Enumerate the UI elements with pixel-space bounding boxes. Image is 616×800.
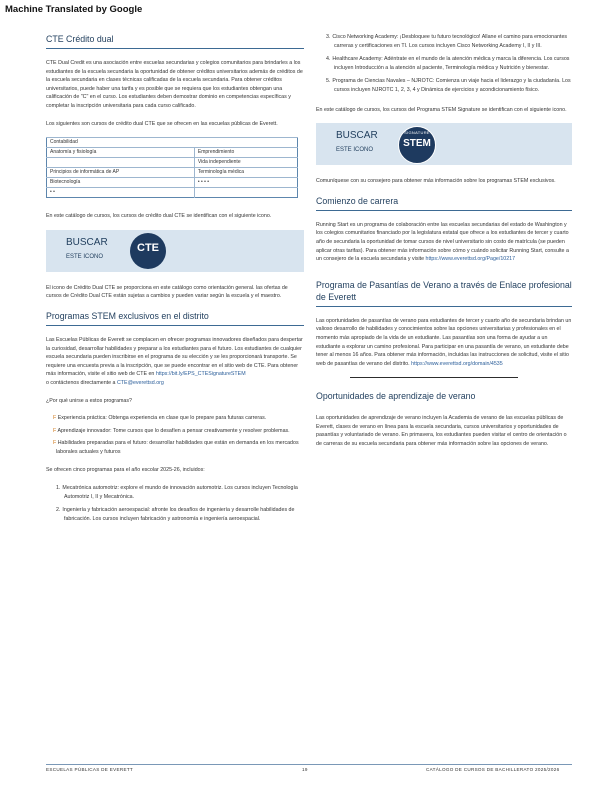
table-header-cell: Contabilidad: [47, 138, 298, 148]
table-row: [47, 168, 298, 178]
running-start-paragraph: [316, 221, 572, 264]
footer-catalog-title: CATÁLOGO DE CURSOS DE BACHILLERATO 2025/2026: [426, 767, 560, 772]
summer-learning-paragraph: Las oportunidades de aprendizaje de verano incluyen la Academia de verano de las escuelas públicas de Everett, clases de verano en línea para la escuela secundaria, cursos universitarios y oportunidades de pasantías y voluntariado de verano. En primavera, los estudiantes pueden visitar el centro de orientación o de carreras de su escuela secundaria para obtener más información sobre las opciones de verano.: [316, 415, 567, 448]
internship-link[interactable]: https://www.everettsd.org/domain/4535: [411, 360, 503, 367]
cte-logo-text: CTE: [137, 241, 159, 254]
bullet-marker-icon: F: [53, 415, 57, 422]
list-item: [46, 439, 304, 456]
table-cell: Biotecnología: [47, 178, 195, 188]
stem-programs-text: Las Escuelas Públicas de Everett se complacen en ofrecer programas innovadores diseñados para despertar la curiosidad, desarrollar habilidades y preparar a los estudiantes para el futuro. Los estudiantes de cualquier escuela secundaria pueden inscribirse en el programa de su elección y se les proporcionará transporte. Se requiere una encuesta previa a la inscripción, que se puede encontrar en el sitio web de CTE. Para obtener más información, visite el sitio web de CTE en: [46, 336, 303, 378]
cte-icon-banner: [46, 230, 304, 272]
cte-email-link[interactable]: CTE@everettsd.org: [116, 379, 164, 386]
table-cell: [194, 188, 297, 198]
stem-programs-heading: Programas STEM exclusivos en el distrito: [46, 310, 304, 326]
internship-paragraph: [316, 317, 572, 369]
programs-intro: Se ofrecen cinco programas para el año escolar 2025-26, incluidos:: [46, 467, 205, 474]
running-start-link[interactable]: https://www.everettsd.org/Page/10217: [425, 256, 516, 263]
banner-title: BUSCAR: [66, 236, 108, 248]
table-row: [47, 178, 298, 188]
program-text: Mecatrónica automotriz: explore el mundo de innovación automotriz. Los cursos incluyen Tecnología Automotriz I, II y Mecatrónica.: [62, 485, 298, 500]
stem-logo-text: STEM: [403, 138, 431, 150]
running-start-text: Running Start es un programa de colaboración entre las escuelas secundarias del estado de Washington y los colegios comunitarios financiado por la legislatura estatal que ofrece a los estudiantes de tercer y cuarto año de secundaria la oportunidad de tomar cursos de nivel universitario sin costo de matrícula (se pueden aplicar otras tarifas). Para obtener más información sobre cómo y cuándo solicitar Running Start, consulte a un consejero de la escuela secundaria y visite: [316, 221, 569, 263]
stem-website-link[interactable]: https://bit.ly/EPS_CTESignatureSTEM: [155, 371, 246, 378]
table-row: [47, 158, 298, 168]
table-cell: Emprendimiento: [194, 148, 297, 158]
footer-district: ESCUELAS PÚBLICAS DE EVERETT: [46, 767, 134, 772]
table-cell: Principios de informática de AP: [47, 168, 195, 178]
summer-learning-heading: Oportunidades de aprendizaje de verano: [316, 391, 476, 402]
cte-dual-credit-heading: CTE Crédito dual: [46, 33, 304, 49]
table-row: [47, 148, 298, 158]
bullet-text: Aprendizaje innovador: Tome cursos que lo desafíen a pensar creativamente y resolver problemas.: [57, 427, 290, 434]
stem-logo-signature: SIGNATURE: [404, 130, 430, 136]
cte-dual-credit-icon: [130, 233, 166, 269]
program-text: Healthcare Academy: Adéntrate en el mundo de la atención médica y marca la diferencia. Los cursos incluyen Introducción a la atención al paciente, Terminología médica y Nutrición y bienestar.: [332, 56, 570, 71]
why-join-question: ¿Por qué unirse a estos programas?: [46, 397, 132, 404]
banner-subtitle: ESTE ICONO: [336, 147, 374, 154]
left-column: [46, 33, 304, 528]
cte-dual-credit-courses-intro: Los siguientes son cursos de crédito dual CTE que se ofrecen en las escuelas públicas de Everett.: [46, 120, 278, 127]
running-start-heading: Comienzo de carrera: [316, 195, 572, 211]
program-text: Ingeniería y fabricación aeroespacial: afronte los desafíos de ingeniería y desarrolle habilidades de fabricación. Los cursos incluyen fabricación y astronomía e ingeniería aeroespacial.: [62, 507, 295, 522]
stem-programs-paragraph: [46, 336, 304, 388]
list-item: 1. Mecatrónica automotriz: explore el mundo de innovación automotriz. Los cursos incluyen Tecnología Automotriz I, II y Mecatrónica.: [56, 485, 298, 500]
signature-stem-icon: [398, 126, 436, 164]
table-cell: [47, 158, 195, 168]
table-cell: Terminología médica: [194, 168, 297, 178]
machine-translated-label: Machine Translated by Google: [5, 4, 143, 15]
table-cell: • •: [47, 188, 195, 198]
table-cell: Anatomía y fisiología: [47, 148, 195, 158]
dual-credit-courses-table: [46, 137, 298, 198]
table-cell: Vida independiente: [194, 158, 297, 168]
right-column: [316, 33, 572, 458]
bullet-text: Habilidades preparadas para el futuro: desarrollar habilidades que están en demanda en los mercados laborales actuales y futuros: [56, 440, 299, 455]
internship-heading: Programa de Pasantías de Verano a través de Enlace profesional de Everett: [316, 279, 572, 307]
bullet-text: Experiencia práctica: Obtenga experiencia en clase que lo prepare para futuras carreras.: [57, 415, 267, 422]
banner-subtitle: ESTE ICONO: [66, 253, 104, 260]
section-divider: [350, 377, 518, 378]
stem-counselor-note: Comuníquese con su consejero para obtener más información sobre los programas STEM exclusivos.: [316, 178, 556, 185]
cte-icon-note: El icono de Crédito Dual CTE se proporciona en este catálogo como orientación general. las ofertas de cursos de Crédito Dual CTE están sujetas a cambios y pueden variar según la escuela y el maestro.: [46, 284, 288, 300]
program-text: Cisco Networking Academy: ¡Desbloquee tu futuro tecnológico! Allane el camino para emocionantes carreras y certificaciones en TI. Los cursos incluyen Cisco Networking Academy I, II y III.: [332, 34, 568, 49]
banner-title: BUSCAR: [336, 130, 378, 142]
internship-text: Las oportunidades de pasantías de verano para estudiantes de tercer y cuarto año de secundaria brindan un valioso desarrollo de habilidades y conocimientos sobre las opciones universitarias y profesionales en el momento más apropiado de la vida de un estudiante. Las pasantías son una forma de ayudar a un estudiante a explorar un camino profesional. Para participar en una pasantía de verano, un estudiante debe tener al menos 16 años. Para obtener más información, incluidas las instrucciones de solicitud, visite el sitio web de pasantías de verano del distrito.: [316, 317, 572, 367]
list-item: 5. Programa de Ciencias Navales – NJROTC: Comienza un viaje hacia el liderazgo y la ciudadanía. Los cursos incluyen NJROTC 1, 2, 3, 4 y Dinámica de ejercicios y acondicionamiento físico.: [326, 78, 571, 93]
bullet-marker-icon: F: [53, 440, 57, 447]
list-item: [46, 414, 304, 423]
list-item: 4. Healthcare Academy: Adéntrate en el mundo de la atención médica y marca la diferencia. Los cursos incluyen Introducción a la atención al paciente, Terminología médica y Nutrición y bienestar.: [326, 56, 570, 71]
list-item: 3. Cisco Networking Academy: ¡Desbloquee tu futuro tecnológico! Allane el camino para emocionantes carreras y certificaciones en TI. Los cursos incluyen Cisco Networking Academy I, II y III.: [326, 34, 568, 49]
stem-icon-intro: En este catálogo de cursos, los cursos del Programa STEM Signature se identifican con el siguiente icono.: [316, 106, 567, 113]
list-item: [46, 427, 304, 436]
table-cell: • • • •: [194, 178, 297, 188]
cte-icon-intro: En este catálogo de cursos, los cursos de crédito dual CTE se identifican con el siguiente icono.: [46, 213, 272, 220]
page-number: 19: [302, 767, 308, 772]
footer-divider: [46, 764, 572, 765]
bullet-marker-icon: F: [53, 427, 57, 434]
list-item: 2. Ingeniería y fabricación aeroespacial: afronte los desafíos de ingeniería y desarrolle habilidades de fabricación. Los cursos incluyen fabricación y astronomía e ingeniería aeroespacial.: [56, 507, 295, 522]
stem-contact-text: o contáctenos directamente a: [46, 379, 116, 386]
table-row: [47, 188, 298, 198]
program-text: Programa de Ciencias Navales – NJROTC: Comienza un viaje hacia el liderazgo y la ciudadanía. Los cursos incluyen NJROTC 1, 2, 3, 4 y Dinámica de ejercicios y acondicionamiento físico.: [332, 78, 571, 93]
cte-dual-credit-paragraph: CTE Dual Credit es una asociación entre escuelas secundarias y colegios comunitarios para brindarles a los estudiantes de la escuela secundaria la oportunidad de obtener créditos universitarios además de créditos de la escuela secundaria en clases técnicas calificadas de la escuela secundaria. Para obtener créditos universitarios, puede haber una tarifa y es posible que se requiera que los estudiantes obtengan una calificación de "C" en el curso. Los estudiantes deben demostrar dominio en competencias específicas y completar la inscripción universitaria para cada curso calificado.: [46, 60, 303, 109]
stem-icon-banner: [316, 123, 572, 165]
